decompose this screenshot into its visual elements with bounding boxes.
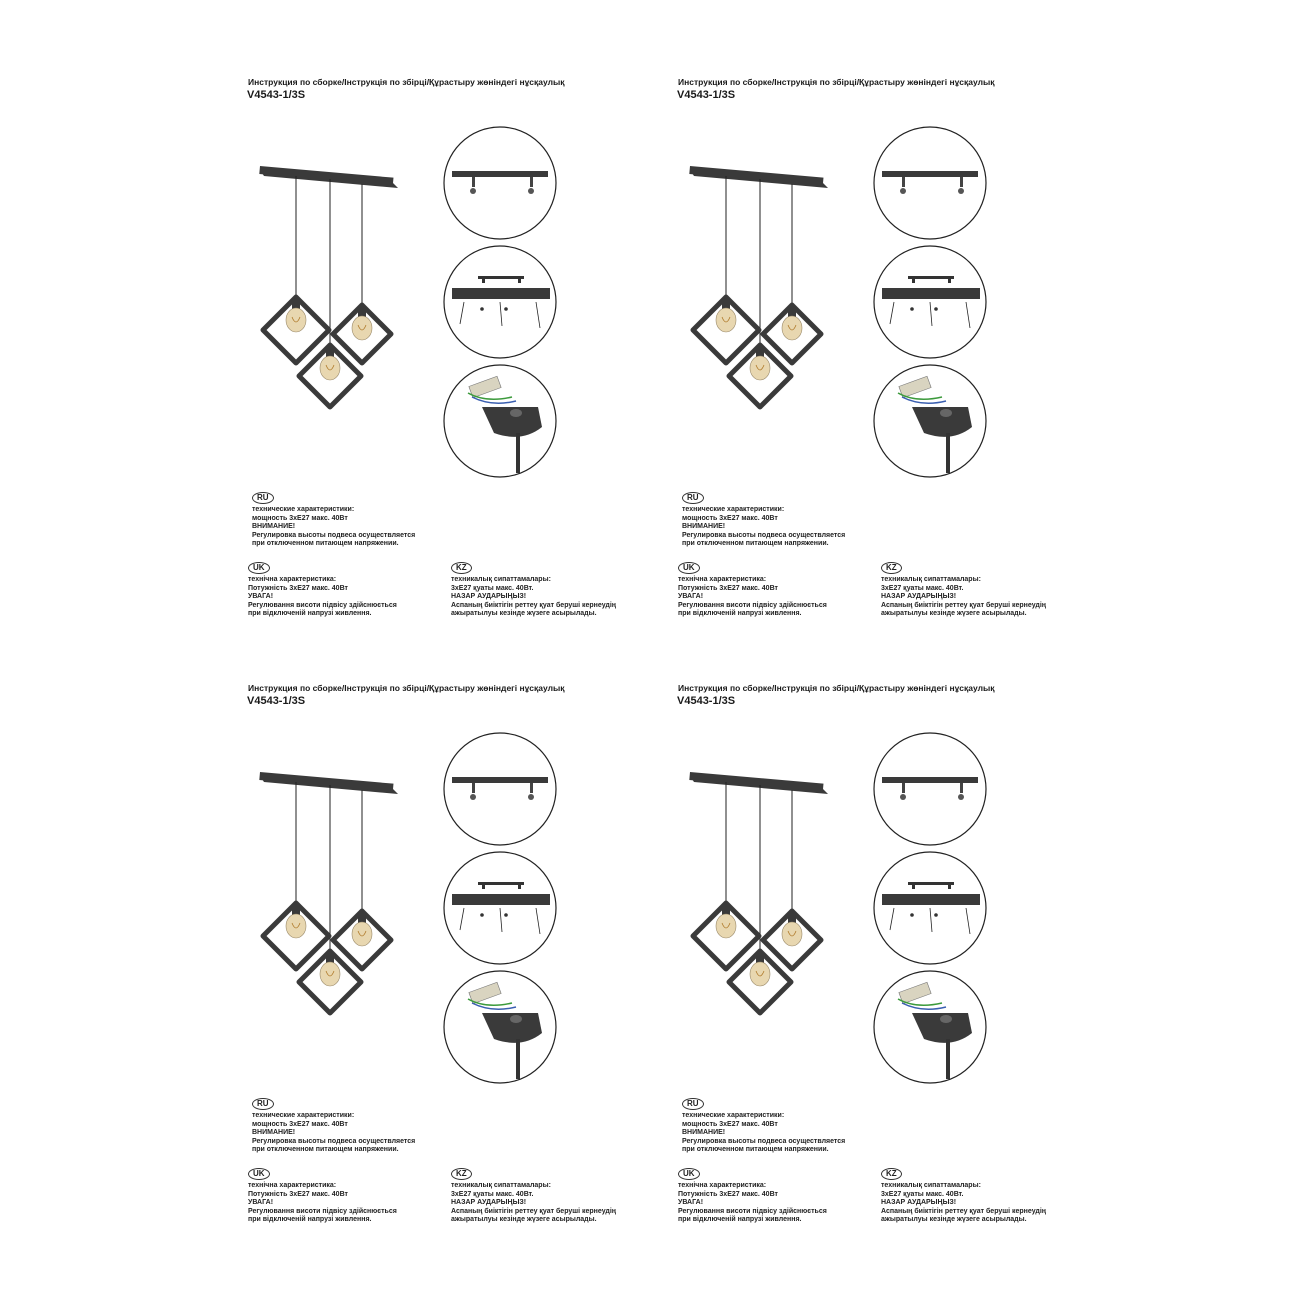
- uk-line: Потужність 3xE27 макс. 40Вт: [248, 584, 348, 592]
- ru-line: Регулировка высоты подвеса осуществляется: [252, 1137, 416, 1145]
- uk-line: Потужність 3xE27 макс. 40Вт: [678, 1190, 778, 1198]
- language-badge-ru: RU: [682, 1098, 704, 1110]
- ru-line: при отключенном питающем напряжении.: [252, 1146, 399, 1154]
- model-number: V4543-1/3S: [247, 89, 306, 101]
- language-badge-uk: UK: [248, 562, 270, 574]
- detail-wiring-connection: [872, 363, 988, 479]
- ru-line: технические характеристики:: [682, 506, 785, 513]
- kz-line: ажыратылуы кезінде жүзеге асырылады.: [451, 610, 597, 618]
- uk-line: при відключеній напрузі живлення.: [248, 610, 372, 618]
- ru-line: при отключенном питающем напряжении.: [682, 1146, 829, 1154]
- page-title: Инструкция по сборке/Інструкція по збірці/Құрастыру жөніндегі нұсқаулық: [678, 683, 995, 693]
- detail-mounting-plate: [442, 850, 558, 966]
- uk-line: Регулювання висоти підвісу здійснюється: [248, 1207, 397, 1215]
- kz-line: техникалық сипаттамалары:: [881, 1182, 981, 1189]
- ru-line: Регулировка высоты подвеса осуществляется: [682, 1137, 846, 1145]
- language-badge-uk: UK: [248, 1168, 270, 1180]
- uk-line: Регулювання висоти підвісу здійснюється: [678, 1207, 827, 1215]
- instruction-panel-top-left: [222, 44, 652, 650]
- ru-line: мощность 3xE27 макс. 40Вт: [682, 514, 778, 522]
- ru-line: Регулировка высоты подвеса осуществляется: [252, 531, 416, 539]
- ru-line: при отключенном питающем напряжении.: [682, 540, 829, 548]
- ru-line: мощность 3xE27 макс. 40Вт: [682, 1120, 778, 1128]
- kz-line: техникалық сипаттамалары:: [451, 576, 551, 583]
- ru-line: мощность 3xE27 макс. 40Вт: [252, 1120, 348, 1128]
- detail-ceiling-bar: [442, 125, 558, 241]
- specs-uk: [678, 562, 827, 619]
- ru-line: при отключенном питающем напряжении.: [252, 540, 399, 548]
- uk-line: УВАГА!: [678, 593, 704, 601]
- language-badge-uk: UK: [678, 1168, 700, 1180]
- instruction-panel-top-right: [652, 44, 1082, 650]
- uk-line: технічна характеристика:: [248, 1182, 337, 1189]
- uk-line: при відключеній напрузі живлення.: [248, 1216, 372, 1224]
- specs-kz: [881, 562, 1046, 619]
- specs-kz: [451, 562, 616, 619]
- ru-line: технические характеристики:: [252, 506, 355, 513]
- language-badge-uk: UK: [678, 562, 700, 574]
- uk-line: технічна характеристика:: [248, 576, 337, 583]
- kz-line: 3xE27 қуаты макс. 40Вт.: [881, 1190, 964, 1198]
- detail-ceiling-bar: [442, 731, 558, 847]
- kz-line: техникалық сипаттамалары:: [451, 1182, 551, 1189]
- kz-line: Аспаның биіктігін реттеу қуат беруші кернеудің: [881, 1207, 1047, 1215]
- instruction-panel-bottom-left: [222, 650, 652, 1256]
- kz-line: ажыратылуы кезінде жүзеге асырылады.: [451, 1216, 597, 1224]
- specs-uk: [248, 562, 397, 619]
- uk-line: технічна характеристика:: [678, 1182, 767, 1189]
- page-title: Инструкция по сборке/Інструкція по збірці/Құрастыру жөніндегі нұсқаулық: [678, 77, 995, 87]
- kz-line: ажыратылуы кезінде жүзеге асырылады.: [881, 610, 1027, 618]
- uk-line: Потужність 3xE27 макс. 40Вт: [678, 584, 778, 592]
- model-number: V4543-1/3S: [677, 695, 736, 707]
- page-title: Инструкция по сборке/Інструкція по збірці/Құрастыру жөніндегі нұсқаулық: [248, 683, 565, 693]
- detail-mounting-plate: [872, 244, 988, 360]
- kz-line: ажыратылуы кезінде жүзеге асырылады.: [881, 1216, 1027, 1224]
- detail-ceiling-bar: [872, 125, 988, 241]
- kz-line: 3xE27 қуаты макс. 40Вт.: [451, 1190, 534, 1198]
- detail-mounting-plate: [872, 850, 988, 966]
- language-badge-ru: RU: [252, 492, 274, 504]
- specs-uk: [248, 1168, 397, 1225]
- detail-wiring-connection: [442, 969, 558, 1085]
- uk-line: УВАГА!: [678, 1199, 704, 1207]
- kz-line: НАЗАР АУДАРЫҢЫЗ!: [451, 1199, 527, 1207]
- kz-line: 3xE27 қуаты макс. 40Вт.: [451, 584, 534, 592]
- kz-line: 3xE27 қуаты макс. 40Вт.: [881, 584, 964, 592]
- ru-line: ВНИМАНИЕ!: [682, 1129, 726, 1137]
- uk-line: Регулювання висоти підвісу здійснюється: [248, 601, 397, 609]
- language-badge-kz: KZ: [881, 1168, 902, 1180]
- specs-kz: [451, 1168, 616, 1225]
- specs-ru: [252, 1098, 415, 1155]
- ru-line: технические характеристики:: [252, 1112, 355, 1119]
- detail-mounting-plate: [442, 244, 558, 360]
- kz-line: Аспаның биіктігін реттеу қуат беруші кернеудің: [451, 601, 617, 609]
- uk-line: при відключеній напрузі живлення.: [678, 610, 802, 618]
- ru-line: Регулировка высоты подвеса осуществляется: [682, 531, 846, 539]
- ru-line: технические характеристики:: [682, 1112, 785, 1119]
- model-number: V4543-1/3S: [247, 695, 306, 707]
- detail-wiring-connection: [872, 969, 988, 1085]
- specs-ru: [252, 492, 415, 549]
- detail-wiring-connection: [442, 363, 558, 479]
- kz-line: НАЗАР АУДАРЫҢЫЗ!: [881, 593, 957, 601]
- specs-ru: [682, 492, 845, 549]
- uk-line: Потужність 3xE27 макс. 40Вт: [248, 1190, 348, 1198]
- lamp-illustration: [682, 760, 842, 1030]
- lamp-illustration: [252, 760, 412, 1030]
- specs-uk: [678, 1168, 827, 1225]
- uk-line: Регулювання висоти підвісу здійснюється: [678, 601, 827, 609]
- lamp-illustration: [252, 154, 412, 424]
- kz-line: НАЗАР АУДАРЫҢЫЗ!: [451, 593, 527, 601]
- kz-line: Аспаның биіктігін реттеу қуат беруші кернеудің: [451, 1207, 617, 1215]
- kz-line: техникалық сипаттамалары:: [881, 576, 981, 583]
- ru-line: ВНИМАНИЕ!: [252, 1129, 296, 1137]
- ru-line: ВНИМАНИЕ!: [252, 523, 296, 531]
- detail-ceiling-bar: [872, 731, 988, 847]
- kz-line: НАЗАР АУДАРЫҢЫЗ!: [881, 1199, 957, 1207]
- language-badge-ru: RU: [252, 1098, 274, 1110]
- kz-line: Аспаның биіктігін реттеу қуат беруші кернеудің: [881, 601, 1047, 609]
- language-badge-kz: KZ: [881, 562, 902, 574]
- specs-ru: [682, 1098, 845, 1155]
- language-badge-kz: KZ: [451, 1168, 472, 1180]
- specs-kz: [881, 1168, 1046, 1225]
- uk-line: технічна характеристика:: [678, 576, 767, 583]
- model-number: V4543-1/3S: [677, 89, 736, 101]
- ru-line: ВНИМАНИЕ!: [682, 523, 726, 531]
- instruction-panel-bottom-right: [652, 650, 1082, 1256]
- page-title: Инструкция по сборке/Інструкція по збірці/Құрастыру жөніндегі нұсқаулық: [248, 77, 565, 87]
- uk-line: УВАГА!: [248, 1199, 274, 1207]
- language-badge-kz: KZ: [451, 562, 472, 574]
- uk-line: при відключеній напрузі живлення.: [678, 1216, 802, 1224]
- ru-line: мощность 3xE27 макс. 40Вт: [252, 514, 348, 522]
- uk-line: УВАГА!: [248, 593, 274, 601]
- language-badge-ru: RU: [682, 492, 704, 504]
- instruction-sheet: [222, 44, 1079, 1256]
- lamp-illustration: [682, 154, 842, 424]
